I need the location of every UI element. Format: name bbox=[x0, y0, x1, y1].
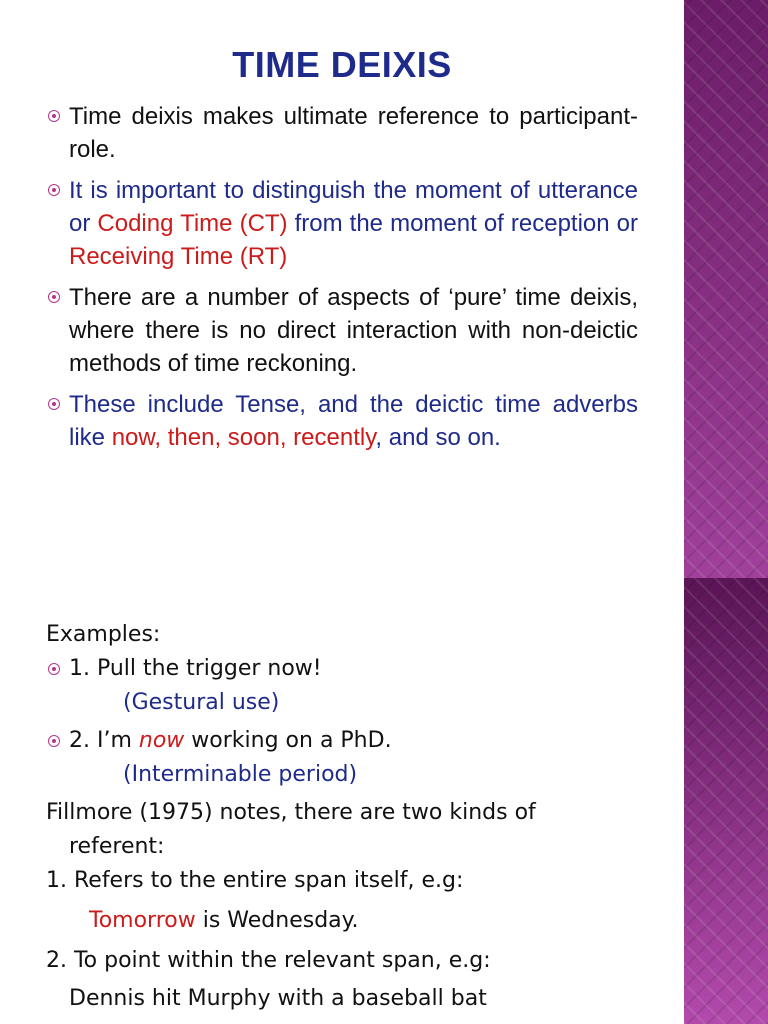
example-1-text: 1. Pull the trigger now! bbox=[69, 656, 322, 681]
fillmore-line-1: Fillmore (1975) notes, there are two kinds of bbox=[46, 800, 536, 825]
example-2-post: working on a PhD. bbox=[184, 728, 392, 753]
bullet-icon bbox=[48, 663, 60, 675]
receiving-time-term: Receiving Time (RT) bbox=[69, 243, 288, 270]
bullet-3-text: There are a number of aspects of ‘pure’ time deixis, where there is no direct interaction with non-deictic methods of time reckoning. bbox=[69, 284, 638, 377]
bullet-2-text-b: from the moment of reception or bbox=[287, 210, 639, 237]
example-1-note: (Gestural use) bbox=[123, 690, 280, 715]
coding-time-term: Coding Time (CT) bbox=[97, 210, 288, 237]
bullet-1 bbox=[46, 100, 638, 166]
tomorrow-word: Tomorrow bbox=[89, 908, 196, 933]
example-2-now: now bbox=[138, 728, 185, 753]
examples-section bbox=[46, 618, 676, 1016]
bullet-list bbox=[46, 100, 638, 462]
slide-title: TIME DEIXIS bbox=[232, 44, 452, 85]
bullet-4 bbox=[46, 388, 638, 454]
bullet-2 bbox=[46, 174, 638, 273]
referent-item-2: 2. To point within the relevant span, e.g: bbox=[46, 948, 491, 973]
deictic-adverbs: now, then, soon, recently bbox=[111, 424, 376, 451]
bullet-2-text-a: It is important to distinguish the moment of utterance or bbox=[69, 177, 638, 237]
bullet-1-text: Time deixis makes ultimate reference to participant-role. bbox=[69, 103, 638, 163]
decorative-sidebar-top bbox=[684, 0, 768, 578]
bullet-4-text-a: These include Tense, and the deictic time adverbs like bbox=[69, 391, 638, 451]
example-1 bbox=[46, 652, 676, 686]
referent-item-2-example: Dennis hit Murphy with a baseball bat bbox=[69, 986, 487, 1011]
example-2 bbox=[46, 724, 676, 758]
fillmore-line-2: referent: bbox=[69, 834, 165, 859]
example-2-pre: 2. I’m bbox=[69, 728, 139, 753]
decorative-sidebar-bottom bbox=[684, 578, 768, 1024]
examples-heading: Examples: bbox=[46, 622, 161, 647]
bullet-icon bbox=[48, 291, 60, 303]
tomorrow-rest: is Wednesday. bbox=[195, 908, 359, 933]
bullet-icon bbox=[48, 110, 60, 122]
bullet-icon bbox=[48, 184, 60, 196]
bullet-3 bbox=[46, 281, 638, 380]
bullet-icon bbox=[48, 735, 60, 747]
referent-item-1: 1. Refers to the entire span itself, e.g: bbox=[46, 868, 464, 893]
example-2-note: (Interminable period) bbox=[123, 762, 358, 787]
bullet-icon bbox=[48, 398, 60, 410]
referent-item-1-example bbox=[46, 904, 676, 938]
bullet-4-text-b: , and so on. bbox=[375, 424, 501, 451]
